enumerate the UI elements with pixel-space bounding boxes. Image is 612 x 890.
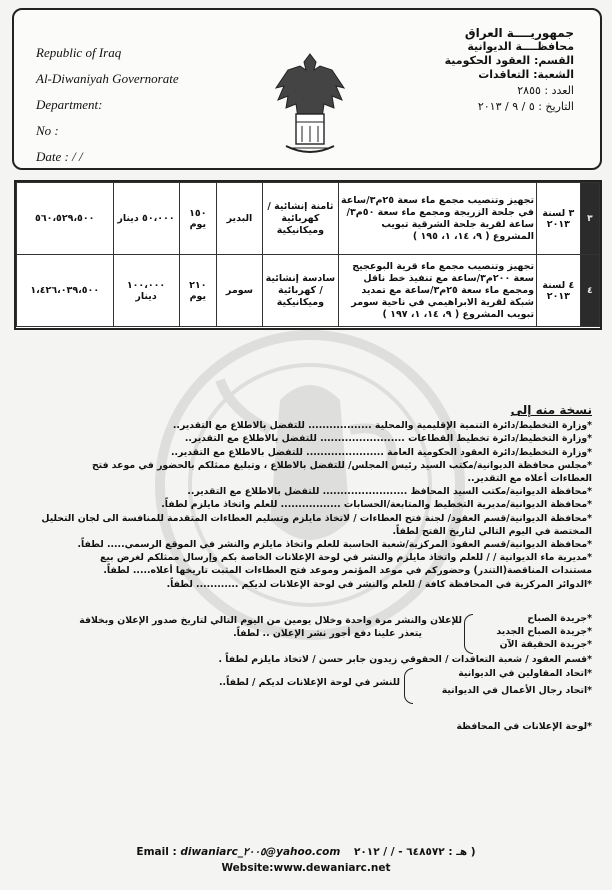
unions-note-text: للنشر في لوحة الإعلانات لديكم / لطفاً.. bbox=[219, 677, 400, 688]
estimated-cost: ٥٦٠،٥٢٩،٥٠٠ bbox=[17, 183, 114, 255]
project-duration: ١٥٠ يوم bbox=[179, 183, 217, 255]
list-item: *محافظة الديوانية/مكتب السيد المحافظ ........................ للتفضل بالاطلاع مع التقدير.. bbox=[187, 486, 592, 498]
arabic-division: الشعبة: التعاقدات bbox=[478, 68, 574, 81]
contractor-class: سادسة إنشائية / كهربائية وميكانيكية bbox=[262, 255, 338, 327]
list-item: مستندات المناقصة(التندر) وحضوركم في موعد المؤتمر وموعد فتح العطاءات المثبت تاريخها أعلاه..... لطفاً. bbox=[103, 565, 592, 577]
contracts-division-item: *قسم العقود / شعبة التعاقدات / الحقوقي زيدون جابر حسن / لاتخاذ مايلزم لطفاً . bbox=[218, 654, 592, 665]
tender-number: ٣ لسنة ٢٠١٣ bbox=[537, 183, 581, 255]
estimated-cost: ١،٤٢٦،٠٣٩،٥٠٠ bbox=[17, 255, 114, 327]
arabic-governorate: محافظــــة الديوانية bbox=[467, 40, 574, 53]
project-location: البدير bbox=[217, 183, 263, 255]
arabic-date: التاريخ : ٥ / ٩ / ٢٠١٣ bbox=[477, 100, 574, 113]
distribution-list bbox=[32, 404, 592, 591]
union-item: *اتحاد رجال الأعمال في الديوانية bbox=[441, 685, 592, 696]
table-row bbox=[17, 255, 600, 327]
unions-brace bbox=[404, 668, 413, 704]
project-location: سومر bbox=[217, 255, 263, 327]
letterhead-arabic bbox=[364, 26, 574, 114]
contracts-line bbox=[32, 653, 592, 666]
newspapers-note-line-2: يتعذر علينا دفع أجور نشر الإعلان .. لطفاً. bbox=[233, 628, 422, 639]
row-index: ٣ bbox=[580, 183, 599, 255]
email-label: Email : bbox=[136, 846, 177, 858]
unions-list bbox=[432, 667, 592, 697]
distribution-title: نسخة منه إلى bbox=[510, 403, 592, 417]
list-item: *وزارة التخطيط/دائرة التنمية الإقليمية والمحلية .................. للتفضل بالاطلاع مع التقدير.. bbox=[172, 420, 592, 432]
list-item: *وزارة التخطيط/دائرة تخطيط القطاعات ........................ للتفضل بالاطلاع مع التقدير.. bbox=[184, 433, 592, 445]
list-item: العطاءات أعلاه مع التقدير.. bbox=[467, 473, 592, 485]
table-row bbox=[17, 183, 600, 255]
newspapers-note-line-1: للإعلان والنشر مرة واحدة وخلال يومين من اليوم التالي لتاريخ صدور الإعلان وبخلافة bbox=[79, 615, 462, 626]
tender-number: ٤ لسنة ٢٠١٣ bbox=[537, 255, 581, 327]
project-duration: ٢١٠ يوم bbox=[179, 255, 217, 327]
newspaper-item: *جريدة الصباح الجديد bbox=[496, 626, 592, 637]
newspaper-item: *جريدة الصباح bbox=[527, 613, 592, 624]
list-item: *محافظة الديوانية/قسم العقود/ لجنة فتح العطاءات / لاتخاذ مايلزم وتسليم العطاءات المتقدمة للمنافسة الى لجان التحليل bbox=[41, 512, 592, 524]
arabic-section: القسم: العقود الحكومية bbox=[444, 54, 574, 67]
letterhead-english bbox=[36, 40, 236, 170]
arabic-country: جمهوريــــة العراق bbox=[464, 26, 574, 40]
country-name: Republic of Iraq bbox=[36, 45, 122, 60]
list-item: *الدوائر المركزية في المحافظة كافة / للعلم والنشر في لوحة الإعلانات لديكم ............ لطفاً. bbox=[166, 578, 592, 590]
letterhead bbox=[12, 8, 602, 170]
list-item: المختصة في اليوم التالي لتاريخ الفتح لطفاً. bbox=[392, 525, 592, 537]
projects-table bbox=[14, 180, 602, 330]
list-item: *محافظة الديوانية/قسم العقود المركزية/شعبة الحاسبة للعلم واتخاذ مايلزم والنشر في الموقع الرسمي..... لطفاً. bbox=[77, 539, 592, 551]
list-item: *مديرية ماء الديوانية / / للعلم واتخاذ مايلزم والنشر في لوحة الإعلانات الخاصة بكم وإرسال ممثلكم لغرض بيع bbox=[100, 552, 592, 564]
governorate-name: Al-Diwaniyah Governorate bbox=[36, 71, 179, 86]
newspapers-brace bbox=[464, 614, 473, 654]
iraq-eagle-emblem bbox=[272, 48, 348, 160]
website-link[interactable]: Website:www.dewaniarc.net bbox=[221, 862, 391, 874]
row-index: ٤ bbox=[580, 255, 599, 327]
phone-info: هـ : ٦٤٨٥٧٢ - / / ٢٠١٢ ) bbox=[353, 846, 476, 858]
board-item: *لوحة الإعلانات في المحافظة bbox=[456, 721, 592, 732]
document-fee: ٥٠،٠٠٠ دينار bbox=[113, 183, 179, 255]
footer bbox=[0, 844, 612, 876]
email-address[interactable]: diwaniarc_٢٠٠٥@yahoo.com bbox=[180, 846, 341, 858]
footer-contact-line bbox=[0, 844, 612, 860]
unions-note bbox=[100, 676, 400, 689]
union-item: *اتحاد المقاولين في الديوانية bbox=[458, 668, 592, 679]
date-label: Date : / / bbox=[36, 149, 83, 164]
list-item: *وزارة التخطيط/دائرة العقود الحكومية العامة ...................... للتفضل بالاطلاع مع التقدير.. bbox=[170, 446, 592, 458]
board-line bbox=[292, 720, 592, 733]
project-description: تجهيز وتنصيب مجمع ماء سعة ٢٥م٣/ساعة في جلحة الزريجة ومجمع ماء سعة ٥٠م٣/ساعة لقرية جلحة الشرقية تبويب المشروع ( ٩، ١٤، ١، ١٩٥ ) bbox=[338, 183, 536, 255]
department-label: Department: bbox=[36, 97, 103, 112]
list-item: *مجلس محافظة الديوانية/مكتب السيد رئيس المجلس/ للتفضل بالاطلاع ، وتبليغ ممثلكم بالحضور في موعد فتح bbox=[91, 459, 592, 471]
newspaper-item: *جريدة الحقيقة الآن bbox=[499, 639, 592, 650]
document-fee: ١٠٠،٠٠٠ دينار bbox=[113, 255, 179, 327]
number-label: No : bbox=[36, 123, 59, 138]
list-item: *محافظة الديوانية/مديرية التخطيط والمتابعة/الحسابات ................. للعلم واتخاذ مايلزم لطفاً. bbox=[161, 499, 592, 511]
contractor-class: ثامنة إنشائية / كهربائية وميكانيكية bbox=[262, 183, 338, 255]
newspapers-note bbox=[42, 614, 462, 640]
newspapers-list bbox=[462, 612, 592, 651]
arabic-number: العدد : ٢٨٥٥ bbox=[517, 84, 574, 97]
project-description: تجهيز وتنصيب مجمع ماء قرية البوعجيج سعة ٢٠٠م٣/ساعة مع تنفيذ خط ناقل ومجمع ماء سعة ٢٥م٣/ساعة مع تمديد شبكة لقرية الابراهيمي في ناحية سومر تبويب المشروع ( ٩، ١٤، ١، ١٩٧ ) bbox=[338, 255, 536, 327]
